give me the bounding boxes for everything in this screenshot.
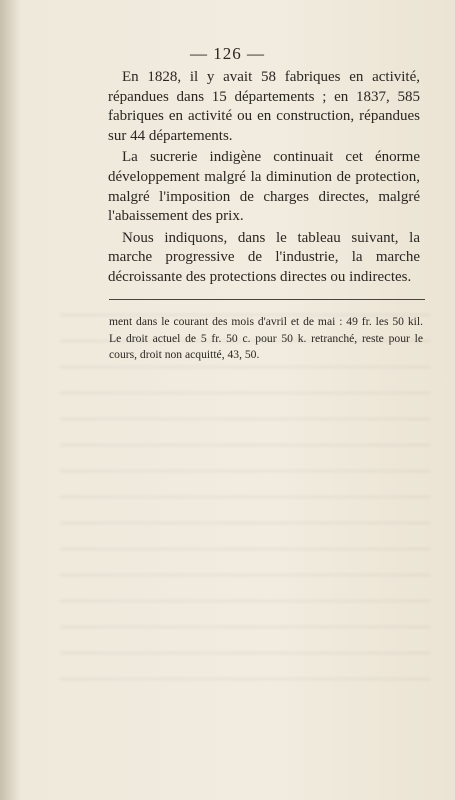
paragraph-1: En 1828, il y avait 58 fabriques en activité, répandues dans 15 départements ; en 1837, 585 fabriques en activité ou en construction, répandues sur 44 départements.: [108, 69, 420, 144]
footnote: [109, 314, 423, 364]
footnote-divider: [109, 299, 425, 300]
footnote-text: ment dans le courant des mois d'avril et de mai : 49 fr. les 50 kil. Le droit actuel de 5 fr. 50 c. pour 50 k. retranché, reste pour le cours, droit non acquitté, 43, 50.: [109, 315, 423, 361]
main-text: [108, 68, 420, 288]
paragraph-3: Nous indiquons, dans le tableau suivant, la marche progressive de l'industrie, la marche décroissante des protections directes ou indirectes.: [108, 229, 420, 285]
page-number: — 126 —: [190, 44, 265, 63]
paragraph-2: La sucrerie indigène continuait cet énorme développement malgré la diminution de protection, malgré l'imposition de charges directes, malgré l'abaissement des prix.: [108, 149, 420, 225]
gutter-shadow: [0, 0, 22, 800]
